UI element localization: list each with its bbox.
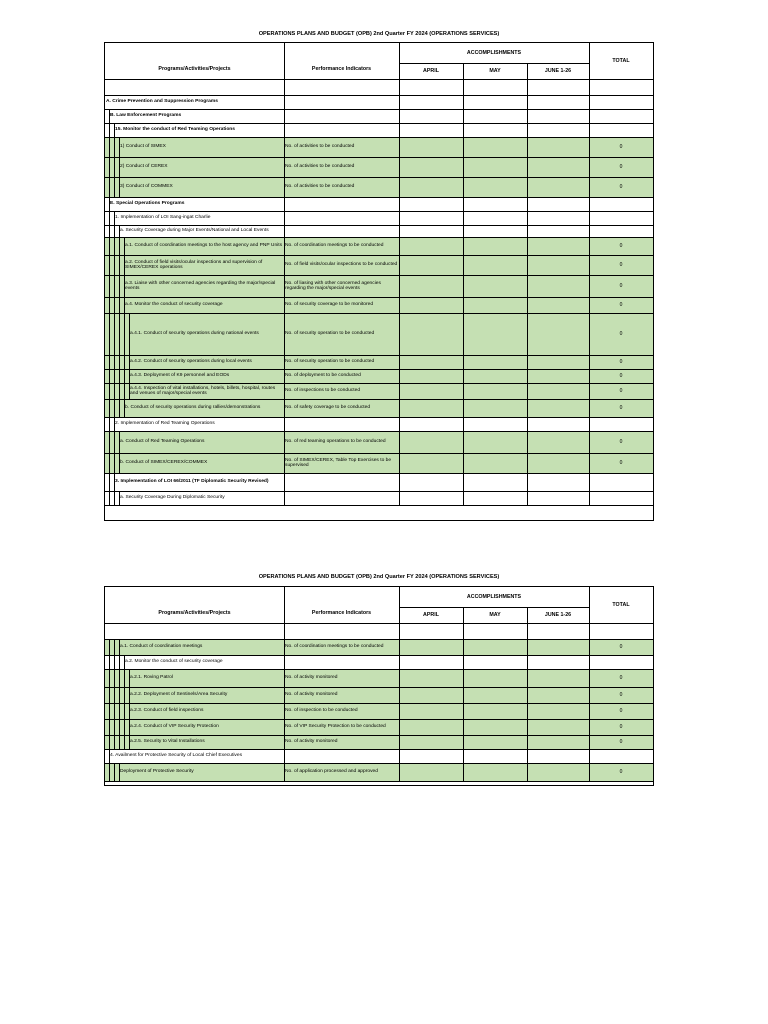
grid-line <box>399 607 589 608</box>
grid-line <box>109 749 110 763</box>
total-cell: 0 <box>619 460 623 466</box>
grid-line <box>109 275 110 297</box>
grid-line <box>119 735 120 749</box>
grid-line <box>129 383 130 399</box>
grid-line <box>124 313 125 355</box>
ppa-cell: A. Crime Prevention and Suppression Programs <box>106 99 218 105</box>
grid-line <box>119 237 120 255</box>
ppa-cell: a.2.4. Conduct of VIP Security Protection <box>130 724 219 730</box>
total-cell: 0 <box>619 692 623 698</box>
grid-line <box>109 157 110 177</box>
performance-indicator-cell: No. of activity monitored <box>285 692 338 698</box>
total-cell <box>589 417 653 431</box>
grid-line <box>119 137 120 157</box>
ppa-cell: 2. Implementation of Red Teaming Operations <box>115 421 215 427</box>
grid-line <box>105 781 653 782</box>
grid-line <box>105 749 653 750</box>
grid-line <box>114 431 115 453</box>
ppa-cell: a.2.3. Conduct of field inspections <box>130 708 204 714</box>
total-cell: 0 <box>619 184 623 190</box>
grid-line <box>124 687 125 703</box>
performance-indicator-cell: No. of VIP Security Protection to be conducted <box>285 724 386 730</box>
grid-line <box>105 623 653 624</box>
total-cell <box>589 225 653 237</box>
grid-line <box>109 313 110 355</box>
grid-line <box>109 369 110 383</box>
total-cell: 0 <box>619 439 623 445</box>
grid-line <box>114 275 115 297</box>
total-cell <box>589 211 653 225</box>
grid-line <box>105 417 653 418</box>
total-cell <box>589 473 653 491</box>
grid-line <box>109 703 110 719</box>
grid-line <box>119 383 120 399</box>
grid-line <box>114 687 115 703</box>
ppa-cell: a.3. Liaise with other concerned agencies regarding the major/special events <box>125 280 276 291</box>
ppa-cell: a.4.1. Conduct of security operations during national events <box>130 331 259 337</box>
grid-line <box>109 453 110 473</box>
grid-line <box>124 369 125 383</box>
performance-indicator-cell: No. of inspections to be conducted <box>285 388 361 394</box>
ppa-cell: a.2.2. Deployment of Sentinels/Area Security <box>130 692 228 698</box>
performance-indicator-cell: No. of security coverage to be monitored <box>285 302 374 308</box>
total-cell <box>589 123 653 137</box>
total-cell: 0 <box>619 144 623 150</box>
grid-line <box>109 431 110 453</box>
performance-indicator-cell: No. of safety coverage to be conducted <box>285 405 371 411</box>
performance-indicator-cell <box>285 109 398 123</box>
header-performance-indicators: Performance Indicators <box>311 66 372 72</box>
grid-line <box>119 669 120 687</box>
grid-line <box>109 655 110 669</box>
performance-indicator-cell: No. of deployment to be conducted <box>285 373 361 379</box>
grid-line <box>114 763 115 781</box>
opb-table-2 <box>104 586 654 786</box>
grid-line <box>105 431 653 432</box>
grid-line <box>129 703 130 719</box>
total-cell <box>589 749 653 763</box>
total-cell: 0 <box>619 164 623 170</box>
performance-indicator-cell: No. of liasing with other concerned agencies regarding the major/special events <box>285 280 381 291</box>
grid-line <box>109 355 110 369</box>
grid-line <box>109 417 110 431</box>
ppa-cell: b. Conduct of SIMEX/CEREX/COMMEX <box>120 460 208 466</box>
grid-line <box>105 655 653 656</box>
grid-line <box>114 369 115 383</box>
grid-line <box>129 687 130 703</box>
performance-indicator-cell: No. of activity monitored <box>285 739 338 745</box>
grid-line <box>399 587 400 781</box>
grid-line <box>114 157 115 177</box>
grid-line <box>124 735 125 749</box>
ppa-cell: 3) Conduct of COMMEX <box>120 184 173 190</box>
grid-line <box>129 369 130 383</box>
grid-line <box>114 297 115 313</box>
ppa-cell: a.4. Monitor the conduct of security coverage <box>125 302 223 308</box>
performance-indicator-cell: No. of SIMEX/CEREX, Table Top Exercises to be supervised <box>285 457 392 468</box>
performance-indicator-cell: No. of coordination meetings to be conducted <box>285 644 384 650</box>
grid-line <box>109 719 110 735</box>
grid-line <box>105 735 653 736</box>
grid-line <box>124 297 125 313</box>
grid-line <box>114 211 115 225</box>
grid-line <box>114 137 115 157</box>
grid-line <box>105 297 653 298</box>
grid-line <box>109 687 110 703</box>
grid-line <box>129 669 130 687</box>
grid-line <box>105 703 653 704</box>
grid-line <box>399 63 589 64</box>
grid-line <box>105 177 653 178</box>
ppa-cell: 15. Monitor the conduct of Red Teaming Operations <box>115 127 236 133</box>
performance-indicator-cell <box>285 749 398 763</box>
performance-indicator-cell <box>285 211 398 225</box>
grid-line <box>105 383 653 384</box>
grid-line <box>119 431 120 453</box>
grid-line <box>124 383 125 399</box>
grid-line <box>119 719 120 735</box>
grid-line <box>114 237 115 255</box>
page-title: OPERATIONS PLANS AND BUDGET (OPB) 2nd Quarter FY 2024 (OPERATIONS SERVICES) <box>258 31 500 37</box>
grid-line <box>114 313 115 355</box>
performance-indicator-cell <box>285 473 398 491</box>
header-april: APRIL <box>423 68 439 74</box>
grid-line <box>114 225 115 237</box>
total-cell: 0 <box>619 243 623 249</box>
grid-line <box>105 355 653 356</box>
grid-line <box>105 639 653 640</box>
performance-indicator-cell: No. of field visits/ocular inspections to be conducted <box>285 262 398 268</box>
grid-line <box>114 123 115 137</box>
total-cell <box>589 655 653 669</box>
grid-line <box>109 211 110 225</box>
grid-line <box>105 275 653 276</box>
performance-indicator-cell <box>285 197 398 211</box>
grid-line <box>109 123 110 137</box>
grid-line <box>119 399 120 417</box>
header-performance-indicators-2: Performance Indicators <box>311 610 372 616</box>
grid-line <box>119 177 120 197</box>
total-cell: 0 <box>619 283 623 289</box>
grid-line <box>124 399 125 417</box>
opb-table-1 <box>104 42 654 521</box>
performance-indicator-cell <box>285 491 398 505</box>
grid-line <box>114 719 115 735</box>
grid-line <box>105 399 653 400</box>
grid-line <box>105 687 653 688</box>
grid-line <box>105 369 653 370</box>
ppa-cell: a.2.1. Roving Patrol <box>130 675 173 681</box>
total-cell: 0 <box>619 388 623 394</box>
header-accomplishments: ACCOMPLISHMENTS <box>466 50 522 56</box>
total-cell: 0 <box>619 739 623 745</box>
grid-line <box>109 255 110 275</box>
ppa-cell: a. Conduct of Red Teaming Operations <box>120 439 205 445</box>
grid-line <box>109 763 110 781</box>
total-cell: 0 <box>619 405 623 411</box>
grid-line <box>109 639 110 655</box>
ppa-cell: a.2. Monitor the conduct of security coverage <box>125 659 223 665</box>
grid-line <box>589 587 590 781</box>
ppa-cell: 3. Implementation of LOI 66/2011 (TF Diplomatic Security Revised) <box>115 479 269 485</box>
header-total: TOTAL <box>612 58 630 64</box>
grid-line <box>105 197 653 198</box>
grid-line <box>109 735 110 749</box>
grid-line <box>105 157 653 158</box>
total-cell <box>589 491 653 505</box>
performance-indicator-cell: No. of inspection to be conducted <box>285 708 358 714</box>
grid-line <box>105 79 653 80</box>
grid-line <box>109 491 110 505</box>
ppa-cell: a.1. Conduct of coordination meetings <box>120 644 203 650</box>
grid-line <box>109 197 110 211</box>
performance-indicator-cell: No. of activity monitored <box>285 675 338 681</box>
total-cell: 0 <box>619 724 623 730</box>
ppa-cell: a.4.2. Conduct of security operations during local events <box>130 359 252 365</box>
grid-line <box>119 763 120 781</box>
grid-line <box>114 417 115 431</box>
total-cell: 0 <box>619 331 623 337</box>
total-cell <box>589 109 653 123</box>
grid-line <box>114 655 115 669</box>
grid-line <box>124 237 125 255</box>
performance-indicator-cell: No. of security operation to be conducted <box>285 359 375 365</box>
grid-line <box>114 383 115 399</box>
grid-line <box>105 255 653 256</box>
grid-line <box>105 225 653 226</box>
ppa-cell: a.4.4. Inspection of vital installations, hotels, billets, hospital, routes and venues of major/special events <box>130 385 276 396</box>
ppa-cell: 4. Availment for Protective Security of Local Chief Executives <box>110 753 243 759</box>
performance-indicator-cell <box>285 95 398 109</box>
grid-line <box>105 237 653 238</box>
grid-line <box>109 669 110 687</box>
total-cell: 0 <box>619 262 623 268</box>
grid-line <box>284 43 285 505</box>
grid-line <box>109 297 110 313</box>
grid-line <box>114 703 115 719</box>
grid-line <box>109 137 110 157</box>
grid-line <box>114 491 115 505</box>
grid-line <box>129 735 130 749</box>
ppa-cell: 1) Conduct of SIMEX <box>120 144 166 150</box>
total-cell: 0 <box>619 769 623 775</box>
grid-line <box>119 275 120 297</box>
ppa-cell: 1. Implementation of LOI Sang-ingat Charlie <box>115 215 211 221</box>
total-cell: 0 <box>619 675 623 681</box>
total-cell: 0 <box>619 708 623 714</box>
grid-line <box>105 763 653 764</box>
grid-line <box>119 453 120 473</box>
header-total-2: TOTAL <box>612 602 630 608</box>
grid-line <box>105 313 653 314</box>
ppa-cell: B. Law Enforcement Programs <box>110 113 182 119</box>
grid-line <box>105 109 653 110</box>
grid-line <box>119 297 120 313</box>
performance-indicator-cell: No. of activities to be conducted <box>285 144 355 150</box>
grid-line <box>114 473 115 491</box>
grid-line <box>114 639 115 655</box>
performance-indicator-cell: No. of coordination meetings to be conducted <box>285 243 384 249</box>
grid-line <box>105 123 653 124</box>
grid-line <box>109 109 110 123</box>
page-title-2: OPERATIONS PLANS AND BUDGET (OPB) 2nd Quarter FY 2024 (OPERATIONS SERVICES) <box>258 574 500 580</box>
grid-line <box>129 313 130 355</box>
grid-line <box>109 225 110 237</box>
grid-line <box>124 669 125 687</box>
total-cell <box>589 197 653 211</box>
grid-line <box>109 473 110 491</box>
grid-line <box>119 639 120 655</box>
grid-line <box>527 607 528 781</box>
grid-line <box>119 225 120 237</box>
grid-line <box>129 355 130 369</box>
grid-line <box>114 453 115 473</box>
total-cell: 0 <box>619 373 623 379</box>
grid-line <box>119 255 120 275</box>
performance-indicator-cell: No. of red teaming operations to be conducted <box>285 439 386 445</box>
grid-line <box>105 453 653 454</box>
grid-line <box>114 399 115 417</box>
grid-line <box>129 719 130 735</box>
grid-line <box>119 703 120 719</box>
header-april-2: APRIL <box>423 612 439 618</box>
performance-indicator-cell <box>285 655 398 669</box>
header-accomplishments-2: ACCOMPLISHMENTS <box>466 594 522 600</box>
ppa-cell: 2) Conduct of CEREX <box>120 164 168 170</box>
ppa-cell: a.4.3. Deployment of K9 personnel and EODs <box>130 373 230 379</box>
grid-line <box>109 237 110 255</box>
grid-line <box>399 43 400 505</box>
performance-indicator-cell: No. of application processed and approved <box>285 769 378 775</box>
grid-line <box>124 275 125 297</box>
total-cell: 0 <box>619 302 623 308</box>
header-ppa-2: Programs/Activities/Projects <box>158 610 231 616</box>
performance-indicator-cell <box>285 417 398 431</box>
grid-line <box>114 255 115 275</box>
performance-indicator-cell: No. of activities to be conducted <box>285 164 355 170</box>
grid-line <box>105 669 653 670</box>
performance-indicator-cell: No. of security operation to be conducted <box>285 331 375 337</box>
grid-line <box>119 369 120 383</box>
grid-line <box>119 655 120 669</box>
grid-line <box>589 43 590 505</box>
grid-line <box>114 355 115 369</box>
grid-line <box>114 735 115 749</box>
grid-line <box>105 473 653 474</box>
grid-line <box>463 607 464 781</box>
grid-line <box>463 63 464 505</box>
grid-line <box>109 399 110 417</box>
grid-line <box>119 157 120 177</box>
header-ppa: Programs/Activities/Projects <box>158 66 231 72</box>
grid-line <box>114 669 115 687</box>
ppa-cell: E. Special Operations Programs <box>110 201 185 207</box>
grid-line <box>124 255 125 275</box>
ppa-cell: a.2.5. Security to Vital Installations <box>130 739 205 745</box>
total-cell: 0 <box>619 644 623 650</box>
grid-line <box>124 355 125 369</box>
grid-line <box>105 491 653 492</box>
ppa-cell: Deployment of Protective Security <box>120 769 194 775</box>
ppa-cell: a. Security Coverage During Diplomatic Security <box>120 495 225 501</box>
grid-line <box>527 63 528 505</box>
grid-line <box>119 687 120 703</box>
grid-line <box>114 177 115 197</box>
total-cell <box>589 95 653 109</box>
grid-line <box>105 211 653 212</box>
grid-line <box>105 505 653 506</box>
ppa-cell: a. Security Coverage during Major Events/National and Local Events <box>120 228 269 234</box>
header-june: JUNE 1-26 <box>544 68 572 74</box>
performance-indicator-cell <box>285 225 398 237</box>
grid-line <box>109 177 110 197</box>
grid-line <box>284 587 285 781</box>
grid-line <box>124 703 125 719</box>
performance-indicator-cell <box>285 123 398 137</box>
ppa-cell: a.2. Conduct of field visits/ocular inspections and supervision of SIMEX/CEREX operations <box>125 259 263 270</box>
grid-line <box>105 95 653 96</box>
header-may-2: MAY <box>489 612 501 618</box>
grid-line <box>124 655 125 669</box>
header-may: MAY <box>489 68 501 74</box>
header-june-2: JUNE 1-26 <box>544 612 572 618</box>
grid-line <box>119 355 120 369</box>
ppa-cell: b. Conduct of security operations during rallies/demonstrations <box>125 405 261 411</box>
grid-line <box>105 137 653 138</box>
grid-line <box>105 719 653 720</box>
grid-line <box>119 313 120 355</box>
ppa-cell: a.1. Conduct of coordination meetings to the host agency and PNP Units <box>125 243 283 249</box>
performance-indicator-cell: No. of activities to be conducted <box>285 184 355 190</box>
grid-line <box>119 491 120 505</box>
grid-line <box>109 383 110 399</box>
grid-line <box>124 719 125 735</box>
total-cell: 0 <box>619 359 623 365</box>
